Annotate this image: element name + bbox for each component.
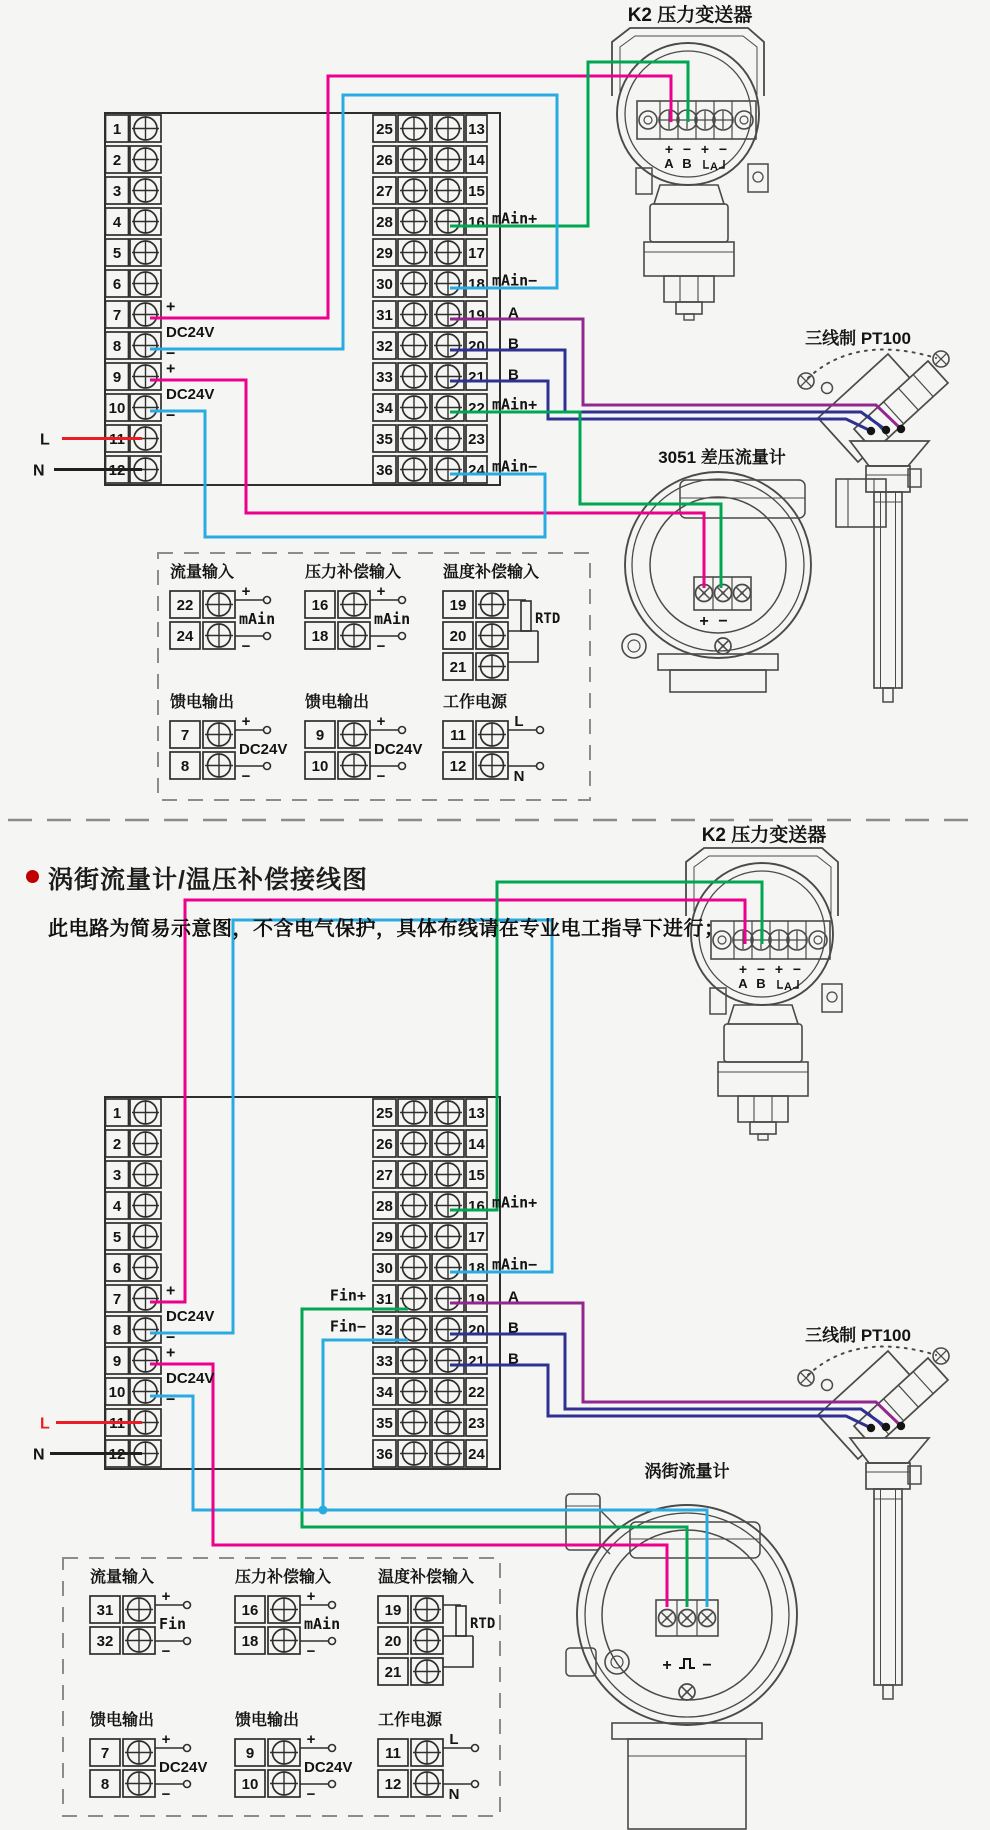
svg-text:33: 33 bbox=[376, 369, 393, 386]
svg-text:流量输入: 流量输入 bbox=[170, 564, 235, 581]
svg-text:Fin: Fin bbox=[159, 1615, 187, 1633]
svg-text:35: 35 bbox=[376, 431, 393, 448]
svg-text:11: 11 bbox=[109, 431, 125, 448]
diagram-vortex-compensation bbox=[33, 823, 949, 1829]
svg-text:15: 15 bbox=[468, 183, 485, 200]
legend-group bbox=[90, 1567, 191, 1660]
svg-text:N: N bbox=[33, 1446, 45, 1464]
svg-text:20: 20 bbox=[468, 338, 485, 355]
svg-text:DC24V: DC24V bbox=[166, 324, 215, 341]
svg-text:+: + bbox=[241, 583, 251, 600]
svg-text:mAin: mAin bbox=[304, 1615, 341, 1633]
svg-text:−: − bbox=[166, 1329, 176, 1347]
legend-group bbox=[305, 562, 410, 655]
svg-text:A: A bbox=[738, 976, 748, 991]
legend-group bbox=[90, 1710, 207, 1803]
svg-text:+: + bbox=[166, 360, 176, 378]
k2-pressure-transmitter bbox=[686, 823, 842, 1140]
svg-text:+: + bbox=[306, 1731, 316, 1748]
svg-text:+: + bbox=[166, 1344, 176, 1362]
svg-text:13: 13 bbox=[468, 121, 485, 138]
svg-text:A: A bbox=[508, 304, 519, 322]
svg-text:DC24V: DC24V bbox=[239, 741, 288, 758]
svg-text:13: 13 bbox=[468, 1105, 485, 1122]
svg-text:16: 16 bbox=[468, 214, 485, 231]
svg-text:−: − bbox=[166, 407, 176, 425]
legend-box bbox=[158, 553, 590, 800]
svg-text:L: L bbox=[449, 1731, 459, 1748]
legend-group bbox=[170, 692, 287, 785]
svg-text:9: 9 bbox=[315, 727, 325, 744]
svg-text:K2 压力变送器: K2 压力变送器 bbox=[701, 825, 827, 846]
svg-text:−: − bbox=[241, 638, 251, 655]
svg-text:7: 7 bbox=[112, 1291, 122, 1308]
svg-text:−: − bbox=[376, 768, 386, 785]
svg-text:28: 28 bbox=[376, 214, 393, 231]
svg-text:+: + bbox=[662, 1657, 672, 1674]
svg-text:压力补偿输入: 压力补偿输入 bbox=[235, 1569, 332, 1586]
svg-text:+: + bbox=[161, 1731, 171, 1748]
svg-text:19: 19 bbox=[468, 307, 485, 324]
svg-text:N: N bbox=[513, 768, 525, 785]
svg-text:6: 6 bbox=[112, 1260, 122, 1277]
svg-text:−: − bbox=[376, 638, 386, 655]
svg-text:mAin−: mAin− bbox=[492, 271, 538, 290]
svg-text:9: 9 bbox=[112, 1353, 122, 1370]
svg-text:26: 26 bbox=[376, 152, 393, 169]
svg-text:+: + bbox=[774, 961, 784, 977]
svg-text:34: 34 bbox=[376, 1384, 393, 1401]
diagram-dp-compensation bbox=[33, 3, 949, 800]
svg-text:三线制 PT100: 三线制 PT100 bbox=[805, 1326, 911, 1345]
svg-text:3051 差压流量计: 3051 差压流量计 bbox=[658, 448, 786, 467]
svg-text:+: + bbox=[166, 1282, 176, 1300]
svg-text:7: 7 bbox=[100, 1745, 110, 1762]
svg-text:DC24V: DC24V bbox=[374, 741, 423, 758]
svg-text:+: + bbox=[376, 583, 386, 600]
svg-text:流量输入: 流量输入 bbox=[90, 1569, 155, 1586]
svg-text:34: 34 bbox=[376, 400, 393, 417]
svg-text:+: + bbox=[241, 713, 251, 730]
svg-text:12: 12 bbox=[108, 1446, 126, 1463]
svg-text:20: 20 bbox=[449, 628, 467, 645]
svg-text:4: 4 bbox=[112, 1198, 122, 1215]
svg-text:5: 5 bbox=[112, 1229, 122, 1246]
svg-text:1: 1 bbox=[112, 121, 122, 138]
legend-group bbox=[235, 1567, 340, 1660]
svg-text:9: 9 bbox=[112, 369, 122, 386]
svg-text:23: 23 bbox=[468, 1415, 485, 1432]
svg-text:32: 32 bbox=[376, 1322, 393, 1339]
svg-text:mAin: mAin bbox=[239, 610, 276, 628]
svg-text:7: 7 bbox=[112, 307, 122, 324]
svg-text:32: 32 bbox=[96, 1633, 114, 1650]
svg-text:8: 8 bbox=[112, 1322, 122, 1339]
svg-text:mAin+: mAin+ bbox=[492, 395, 538, 414]
svg-text:22: 22 bbox=[468, 400, 485, 417]
svg-text:36: 36 bbox=[376, 1446, 393, 1463]
svg-text:−: − bbox=[166, 345, 176, 363]
svg-text:19: 19 bbox=[449, 597, 467, 614]
svg-text:+: + bbox=[664, 141, 674, 157]
section-title: 涡街流量计/温压补偿接线图 bbox=[48, 866, 368, 894]
svg-text:mAin−: mAin− bbox=[492, 457, 538, 476]
svg-text:馈电输出: 馈电输出 bbox=[235, 1712, 300, 1729]
svg-text:22: 22 bbox=[468, 1384, 485, 1401]
pt100-sensor bbox=[798, 1325, 949, 1699]
svg-text:16: 16 bbox=[241, 1602, 259, 1619]
svg-text:29: 29 bbox=[376, 245, 393, 262]
legend-group bbox=[378, 1710, 479, 1803]
svg-text:RTD: RTD bbox=[535, 611, 561, 627]
legend-group bbox=[443, 692, 544, 785]
svg-text:11: 11 bbox=[385, 1745, 401, 1762]
svg-text:−: − bbox=[306, 1643, 316, 1660]
svg-text:24: 24 bbox=[468, 1446, 485, 1463]
svg-text:12: 12 bbox=[449, 758, 467, 775]
svg-text:Fin−: Fin− bbox=[329, 1317, 366, 1336]
svg-text:N: N bbox=[448, 1786, 460, 1803]
svg-text:馈电输出: 馈电输出 bbox=[170, 694, 235, 711]
svg-text:27: 27 bbox=[376, 1167, 393, 1184]
svg-text:mAin+: mAin+ bbox=[492, 1193, 538, 1212]
svg-text:10: 10 bbox=[108, 400, 126, 417]
svg-text:B: B bbox=[682, 156, 692, 171]
legend-group bbox=[170, 562, 275, 655]
svg-text:16: 16 bbox=[311, 597, 329, 614]
svg-text:11: 11 bbox=[109, 1415, 125, 1432]
svg-text:DC24V: DC24V bbox=[166, 386, 215, 403]
svg-text:B: B bbox=[508, 1319, 519, 1337]
svg-text:B: B bbox=[508, 1350, 519, 1368]
svg-text:10: 10 bbox=[311, 758, 329, 775]
svg-text:3: 3 bbox=[112, 183, 122, 200]
svg-text:mAin+: mAin+ bbox=[492, 209, 538, 228]
svg-text:12: 12 bbox=[108, 462, 126, 479]
svg-text:−: − bbox=[718, 613, 728, 630]
svg-text:21: 21 bbox=[468, 1353, 485, 1370]
svg-text:DC24V: DC24V bbox=[304, 1759, 353, 1776]
svg-text:−: − bbox=[792, 961, 802, 977]
svg-text:三线制 PT100: 三线制 PT100 bbox=[805, 329, 911, 348]
k2-pressure-transmitter bbox=[612, 3, 768, 320]
svg-text:31: 31 bbox=[96, 1602, 114, 1619]
legend-box bbox=[63, 1558, 500, 1816]
svg-text:−: − bbox=[756, 961, 766, 977]
svg-text:8: 8 bbox=[112, 338, 122, 355]
svg-text:B: B bbox=[508, 335, 519, 353]
vortex-flowmeter bbox=[566, 1461, 797, 1829]
svg-text:5: 5 bbox=[112, 245, 122, 262]
svg-text:−: − bbox=[702, 1657, 712, 1674]
svg-text:26: 26 bbox=[376, 1136, 393, 1153]
svg-text:25: 25 bbox=[376, 121, 393, 138]
svg-text:18: 18 bbox=[468, 1260, 485, 1277]
svg-text:29: 29 bbox=[376, 1229, 393, 1246]
svg-text:16: 16 bbox=[468, 1198, 485, 1215]
svg-text:30: 30 bbox=[376, 276, 393, 293]
svg-text:−: − bbox=[718, 141, 728, 157]
svg-text:7: 7 bbox=[180, 727, 190, 744]
svg-text:15: 15 bbox=[468, 1167, 485, 1184]
legend-group bbox=[443, 562, 560, 680]
svg-text:−: − bbox=[241, 768, 251, 785]
svg-text:A: A bbox=[508, 1288, 519, 1306]
svg-text:14: 14 bbox=[468, 1136, 485, 1153]
svg-text:33: 33 bbox=[376, 1353, 393, 1370]
svg-text:23: 23 bbox=[468, 431, 485, 448]
svg-text:−: − bbox=[682, 141, 692, 157]
svg-text:18: 18 bbox=[241, 1633, 259, 1650]
svg-text:25: 25 bbox=[376, 1105, 393, 1122]
svg-text:馈电输出: 馈电输出 bbox=[90, 1712, 155, 1729]
svg-text:工作电源: 工作电源 bbox=[378, 1712, 443, 1729]
svg-text:−: − bbox=[306, 1786, 316, 1803]
svg-text:+: + bbox=[376, 713, 386, 730]
legend-group bbox=[305, 692, 422, 785]
svg-text:+: + bbox=[699, 613, 709, 630]
svg-text:3: 3 bbox=[112, 1167, 122, 1184]
svg-text:DC24V: DC24V bbox=[159, 1759, 208, 1776]
svg-text:32: 32 bbox=[376, 338, 393, 355]
svg-text:4: 4 bbox=[112, 214, 122, 231]
svg-text:+: + bbox=[161, 1588, 171, 1605]
svg-text:20: 20 bbox=[468, 1322, 485, 1339]
svg-text:A: A bbox=[784, 981, 792, 993]
svg-text:9: 9 bbox=[245, 1745, 255, 1762]
svg-text:21: 21 bbox=[384, 1664, 402, 1681]
svg-text:27: 27 bbox=[376, 183, 393, 200]
svg-text:+: + bbox=[306, 1588, 316, 1605]
section-subtitle: 此电路为简易示意图，不含电气保护，具体布线请在专业电工指导下进行； bbox=[48, 918, 725, 940]
svg-text:L: L bbox=[40, 431, 50, 449]
svg-text:−: − bbox=[166, 1391, 176, 1409]
svg-text:19: 19 bbox=[384, 1602, 402, 1619]
svg-text:17: 17 bbox=[468, 245, 485, 262]
svg-text:28: 28 bbox=[376, 1198, 393, 1215]
svg-text:A: A bbox=[664, 156, 674, 171]
terminal-blocks bbox=[105, 113, 500, 485]
legend-group bbox=[235, 1710, 352, 1803]
svg-text:涡街流量计: 涡街流量计 bbox=[644, 1462, 730, 1481]
legend-group bbox=[378, 1567, 495, 1685]
svg-text:温度补偿输入: 温度补偿输入 bbox=[443, 564, 540, 581]
svg-text:10: 10 bbox=[108, 1384, 126, 1401]
svg-text:DC24V: DC24V bbox=[166, 1308, 215, 1325]
section-bullet-icon bbox=[26, 870, 39, 883]
svg-text:35: 35 bbox=[376, 1415, 393, 1432]
svg-text:20: 20 bbox=[384, 1633, 402, 1650]
svg-text:18: 18 bbox=[468, 276, 485, 293]
svg-text:17: 17 bbox=[468, 1229, 485, 1246]
svg-text:+: + bbox=[738, 961, 748, 977]
svg-text:B: B bbox=[756, 976, 766, 991]
svg-text:8: 8 bbox=[180, 758, 190, 775]
svg-text:馈电输出: 馈电输出 bbox=[305, 694, 370, 711]
svg-text:A: A bbox=[710, 161, 718, 173]
svg-text:Fin+: Fin+ bbox=[329, 1286, 366, 1305]
svg-text:21: 21 bbox=[468, 369, 485, 386]
svg-text:2: 2 bbox=[112, 1136, 122, 1153]
svg-text:+: + bbox=[166, 298, 176, 316]
svg-text:L: L bbox=[514, 713, 524, 730]
dp-flowmeter-3051 bbox=[622, 447, 886, 692]
svg-text:−: − bbox=[161, 1786, 171, 1803]
svg-text:11: 11 bbox=[450, 727, 466, 744]
svg-text:14: 14 bbox=[468, 152, 485, 169]
svg-text:N: N bbox=[33, 462, 45, 480]
svg-text:−: − bbox=[161, 1643, 171, 1660]
svg-text:18: 18 bbox=[311, 628, 329, 645]
svg-text:19: 19 bbox=[468, 1291, 485, 1308]
svg-text:温度补偿输入: 温度补偿输入 bbox=[378, 1569, 475, 1586]
svg-text:+: + bbox=[700, 141, 710, 157]
svg-text:21: 21 bbox=[449, 659, 467, 676]
svg-text:30: 30 bbox=[376, 1260, 393, 1277]
svg-text:mAin: mAin bbox=[374, 610, 411, 628]
svg-text:DC24V: DC24V bbox=[166, 1370, 215, 1387]
svg-text:31: 31 bbox=[376, 307, 393, 324]
svg-text:10: 10 bbox=[241, 1776, 259, 1793]
svg-text:K2 压力变送器: K2 压力变送器 bbox=[627, 5, 753, 26]
svg-text:L: L bbox=[40, 1415, 50, 1433]
svg-text:RTD: RTD bbox=[470, 1616, 496, 1632]
svg-text:工作电源: 工作电源 bbox=[443, 694, 508, 711]
svg-text:mAin−: mAin− bbox=[492, 1255, 538, 1274]
svg-text:2: 2 bbox=[112, 152, 122, 169]
svg-text:B: B bbox=[508, 366, 519, 384]
svg-text:24: 24 bbox=[468, 462, 485, 479]
svg-text:压力补偿输入: 压力补偿输入 bbox=[305, 564, 402, 581]
svg-text:24: 24 bbox=[176, 628, 194, 645]
svg-text:22: 22 bbox=[176, 597, 194, 614]
svg-text:36: 36 bbox=[376, 462, 393, 479]
svg-text:31: 31 bbox=[376, 1291, 393, 1308]
svg-text:8: 8 bbox=[100, 1776, 110, 1793]
svg-text:1: 1 bbox=[112, 1105, 122, 1122]
svg-text:12: 12 bbox=[384, 1776, 402, 1793]
svg-text:6: 6 bbox=[112, 276, 122, 293]
